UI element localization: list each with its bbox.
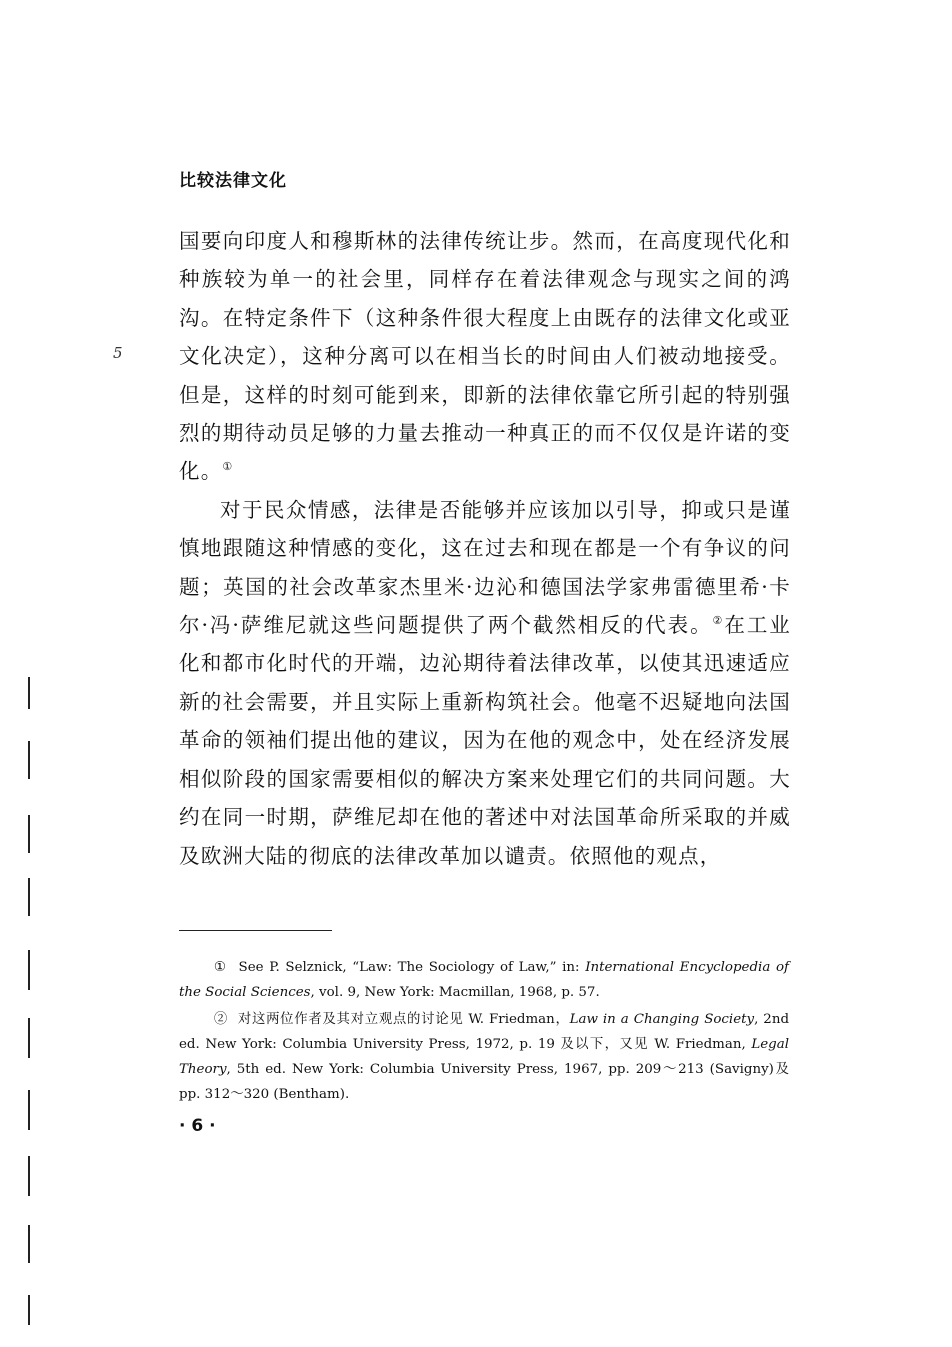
footnote-text: , 2nd ed. New York: Columbia University Press, 1972, p. 19 及以下，又见 W. Friedman, bbox=[179, 1012, 790, 1052]
footnote bbox=[179, 1007, 789, 1107]
paragraph-text: 国要向印度人和穆斯林的法律传统让步。然而，在高度现代化和种族较为单一的社会里，同样存在着法律观念与现实之间的鸿沟。在特定条件下（这种条件很大程度上由既存的法律文化或亚文化决定），这种分离可以在相当长的时间由人们被动地接受。但是，这样的时刻可能到来，即新的法律依靠它所引起的特别强烈的期待动员足够的力量去推动一种真正的而不仅仅是许诺的变化。 bbox=[179, 229, 791, 484]
footnote-divider bbox=[179, 930, 332, 931]
page-number: · 6 · bbox=[179, 1116, 216, 1136]
scan-mark bbox=[28, 1295, 30, 1325]
footnote-ref[interactable]: ② bbox=[712, 614, 725, 628]
paragraph-text: 对于民众情感，法律是否能够并应该加以引导，抑或只是谨慎地跟随这种情感的变化，这在过去和现在都是一个有争议的问题；英国的社会改革家杰里米·边沁和德国法学家弗雷德里希·卡尔·冯·萨维尼就这些问题提供了两个截然相反的代表。 bbox=[179, 497, 791, 638]
footnote-ref[interactable]: ① bbox=[222, 460, 234, 474]
scan-mark bbox=[28, 950, 30, 990]
footnote-text: , 5th ed. New York: Columbia University Press, 1967, pp. 209～213 (Savigny)及 pp. 312～320 (Bentham). bbox=[179, 1062, 789, 1102]
footnote-marker: ② bbox=[213, 1012, 228, 1027]
footnote-text: , vol. 9, New York: Macmillan, 1968, p. 57. bbox=[310, 985, 600, 1000]
footnote-title: Law in a Changing Society bbox=[569, 1012, 755, 1027]
footnote-title: International Encyclopedia of the Social Sciences bbox=[179, 960, 789, 1000]
paragraph bbox=[179, 491, 791, 875]
scan-mark bbox=[28, 1090, 30, 1130]
scan-mark bbox=[28, 741, 30, 779]
scan-mark bbox=[28, 1156, 30, 1196]
main-text bbox=[179, 222, 791, 875]
line-number: 5 bbox=[113, 344, 123, 362]
scan-mark bbox=[28, 878, 30, 916]
footnote-title: Legal Theory bbox=[179, 1037, 789, 1077]
scan-mark bbox=[28, 1225, 30, 1263]
scan-mark bbox=[28, 677, 30, 709]
footnote-text: See P. Selznick, “Law: The Sociology of Law,” in: bbox=[238, 960, 586, 975]
scan-mark bbox=[28, 1018, 30, 1058]
footnote bbox=[179, 955, 789, 1005]
running-title: 比较法律文化 bbox=[179, 171, 287, 191]
paragraph bbox=[179, 222, 791, 491]
footnote-marker: ① bbox=[213, 960, 228, 975]
paragraph-text: 在工业化和都市化时代的开端，边沁期待着法律改革，以使其迅速适应新的社会需要，并且实际上重新构筑社会。他毫不迟疑地向法国革命的领袖们提出他的建议，因为在他的观念中，处在经济发展相似阶段的国家需要相似的解决方案来处理它们的共同问题。大约在同一时期，萨维尼却在他的著述中对法国革命所采取的并威及欧洲大陆的彻底的法律改革加以谴责。依照他的观点， bbox=[179, 613, 791, 868]
scan-mark bbox=[28, 815, 30, 853]
footnote-text: 对这两位作者及其对立观点的讨论见 W. Friedman， bbox=[237, 1012, 570, 1027]
footnotes bbox=[179, 955, 789, 1109]
